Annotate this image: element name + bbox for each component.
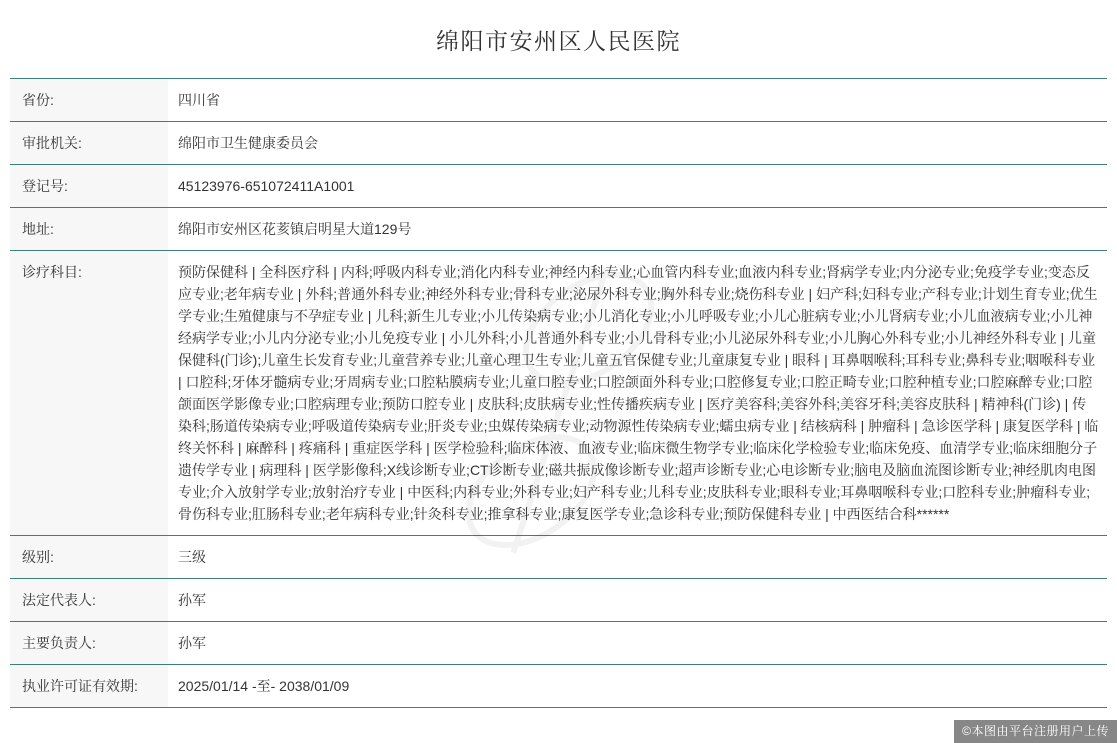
row-value: 绵阳市卫生健康委员会 <box>178 135 318 151</box>
row-label: 主要负责人: <box>10 622 168 664</box>
row-label: 审批机关: <box>10 122 168 164</box>
table-row <box>10 622 1107 665</box>
row-label: 诊疗科目: <box>10 251 168 535</box>
table-row <box>10 208 1107 251</box>
row-label: 执业许可证有效期: <box>10 665 168 707</box>
row-value: 2025/01/14 -至- 2038/01/09 <box>178 678 350 694</box>
row-value: 绵阳市安州区花荄镇启明星大道129号 <box>178 221 412 237</box>
table-row <box>10 165 1107 208</box>
row-value: 三级 <box>178 549 206 565</box>
table-row <box>10 251 1107 536</box>
table-row <box>10 79 1107 122</box>
row-value: 孙军 <box>178 635 206 651</box>
copyright-overlay <box>954 720 1117 743</box>
row-value: 四川省 <box>178 92 220 108</box>
row-label: 省份: <box>10 79 168 121</box>
info-table <box>10 78 1107 708</box>
table-row <box>10 536 1107 579</box>
table-row <box>10 579 1107 622</box>
row-label: 级别: <box>10 536 168 578</box>
row-value: 预防保健科 | 全科医疗科 | 内科;呼吸内科专业;消化内科专业;神经内科专业;心血管内科专业;血液内科专业;肾病学专业;内分泌专业;免疫学专业;变态反应专业;老年病专业 | 外科;普通外科专业;神经外科专业;骨科专业;泌尿外科专业;胸外科专业;烧伤科专业 | 妇产科;妇科专业;产科专业;计划生育专业;优生学专业;生殖健康与不孕症专业 | 儿科;新生儿专业;小儿传染病专业;小儿消化专业;小儿呼吸专业;小儿心脏病专业;小儿肾病专业;小儿血液病专业;小儿神经病学专业;小儿内分泌专业;小儿免疫专业 | 小儿外科;小儿普通外科专业;小儿骨科专业;小儿泌尿外科专业;小儿胸心外科专业;小儿神经外科专业 | 儿童保健科(门诊);儿童生长发育专业;儿童营养专业;儿童心理卫生专业;儿童五官保健专业;儿童康复专业 | 眼科 | 耳鼻咽喉科;耳科专业;鼻科专业;咽喉科专业 | 口腔科;牙体牙髓病专业;牙周病专业;口腔粘膜病专业;儿童口腔专业;口腔颌面外科专业;口腔修复专业;口腔正畸专业;口腔种植专业;口腔麻醉专业;口腔颌面医学影像专业;口腔病理专业;预防口腔专业 | 皮肤科;皮肤病专业;性传播疾病专业 | 医疗美容科;美容外科;美容牙科;美容皮肤科 | 精神科(门诊) | 传染科;肠道传染病专业;呼吸道传染病专业;肝炎专业;虫媒传染病专业;动物源性传染病专业;蠕虫病专业 | 结核病科 | 肿瘤科 | 急诊医学科 | 康复医学科 | 临终关怀科 | 麻醉科 | 疼痛科 | 重症医学科 | 医学检验科;临床体液、血液专业;临床微生物学专业;临床化学检验专业;临床免疫、血清学专业;临床细胞分子遗传学专业 | 病理科 | 医学影像科;X线诊断专业;CT诊断专业;磁共振成像诊断专业;超声诊断专业;心电诊断专业;脑电及脑血流图诊断专业;神经肌肉电图专业;介入放射学专业;放射治疗专业 | 中医科;内科专业;外科专业;妇产科专业;儿科专业;皮肤科专业;眼科专业;耳鼻咽喉科专业;口腔科专业;肿瘤科专业;骨伤科专业;肛肠科专业;老年病科专业;针灸科专业;推拿科专业;康复医学专业;急诊科专业;预防保健科专业 | 中西医结合科****** <box>178 264 1099 522</box>
row-label: 地址: <box>10 208 168 250</box>
table-row <box>10 122 1107 165</box>
row-label: 法定代表人: <box>10 579 168 621</box>
page-title: 绵阳市安州区人民医院 <box>436 27 681 54</box>
copyright-text: ©本图由平台注册用户上传 <box>962 724 1109 738</box>
table-row <box>10 665 1107 708</box>
row-label: 登记号: <box>10 165 168 207</box>
row-value: 孙军 <box>178 592 206 608</box>
page-header <box>0 0 1117 78</box>
row-value: 45123976-651072411A1001 <box>178 178 355 194</box>
